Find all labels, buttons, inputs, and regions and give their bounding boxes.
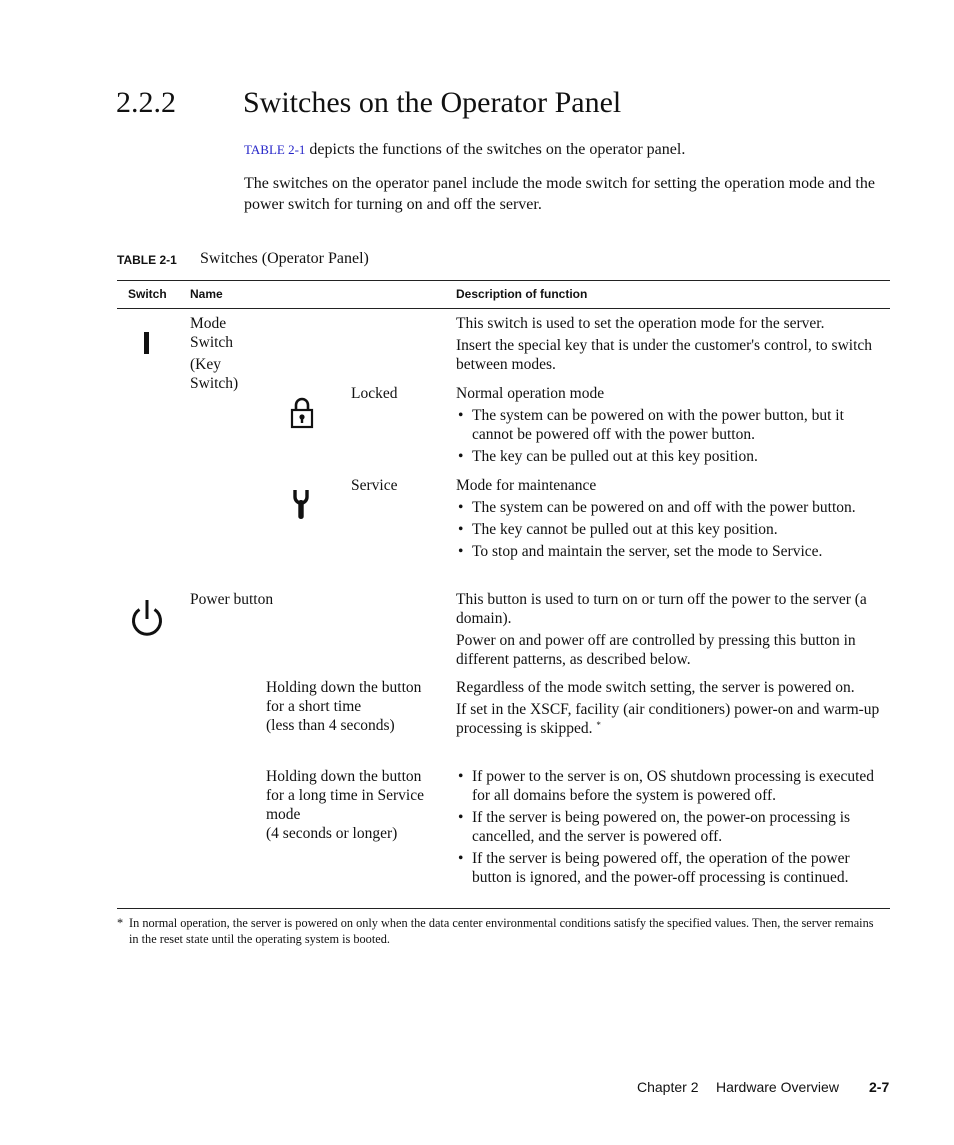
power-button-description: This button is used to turn on or turn off the power to the server (a domain). Power on and power off are controlled by pressing this button in different patterns, as described below. [456,591,867,668]
table-footnote: * In normal operation, the server is powered on only when the data center environmental conditions satisfy the specified values. Then, the server remains in the reset state until the operating system is booted. [117,916,874,946]
footer-title: Hardware Overview [716,1079,839,1095]
list-item: • If power to the server is on, OS shutdown processing is executed for all domains before the system is powered off. [456,767,886,805]
list-item: • The system can be powered on and off with the power button. [456,498,886,517]
mode-switch-description: This switch is used to set the operation mode for the server. Insert the special key that is under the customer's control, to switch between modes. [456,315,873,373]
wrench-icon [291,488,311,525]
service-label: Service [351,477,398,494]
key-switch-icon [144,332,150,359]
table-reference-link[interactable]: TABLE 2-1 [244,142,306,157]
power-icon [129,599,165,644]
power-button-name: Power button [190,591,274,608]
footnote-marker: * [596,720,601,730]
locked-description: Normal operation mode • The system can be powered on with the power button, but it cannot be powered off with the power button. • The key can be pulled out at this key position. [456,384,886,469]
intro-paragraph-1: TABLE 2-1 depicts the functions of the switches on the operator panel. [244,141,686,158]
list-item: • The key cannot be pulled out at this key position. [456,520,886,539]
footer-chapter: Chapter 2 [637,1079,699,1095]
service-description: Mode for maintenance • The system can be powered on and off with the power button. • The key cannot be pulled out at this key position. • To stop and maintain the server, set the mode to Service. [456,476,886,564]
section-title: Switches on the Operator Panel [243,86,622,119]
list-item: • To stop and maintain the server, set the mode to Service. [456,542,886,561]
long-press-label: Holding down the button for a long time in Service mode (4 seconds or longer) [266,768,424,842]
table-caption-title: Switches (Operator Panel) [200,250,369,267]
locked-label: Locked [351,385,398,402]
table-header-rule [117,308,890,309]
table-bottom-rule [117,908,890,909]
header-name: Name [190,287,223,301]
lock-icon [290,397,314,434]
section-number: 2.2.2 [116,86,176,119]
intro-paragraph-2: The switches on the operator panel include the mode switch for setting the operation mode and the power switch for turning on and off the server. [244,175,875,213]
list-item: • If the server is being powered on, the power-on processing is cancelled, and the server is powered off. [456,808,886,846]
short-press-description: Regardless of the mode switch setting, the server is powered on. If set in the XSCF, facility (air conditioners) power-on and warm-up processing is skipped. * [456,679,880,737]
short-press-label: Holding down the button for a short time (less than 4 seconds) [266,679,422,734]
table-caption-label: TABLE 2-1 [117,253,177,267]
list-item: • The system can be powered on with the power button, but it cannot be powered off with the power button. [456,406,886,444]
list-item: • If the server is being powered off, the operation of the power button is ignored, and the power-off processing is continued. [456,849,886,887]
page-number: 2-7 [869,1079,890,1095]
header-switch: Switch [128,287,167,301]
mode-switch-name: Mode Switch (Key Switch) [190,315,239,392]
header-description: Description of function [456,287,588,301]
list-item: • The key can be pulled out at this key position. [456,447,886,466]
table-top-rule [117,280,890,281]
long-press-description [456,767,886,890]
